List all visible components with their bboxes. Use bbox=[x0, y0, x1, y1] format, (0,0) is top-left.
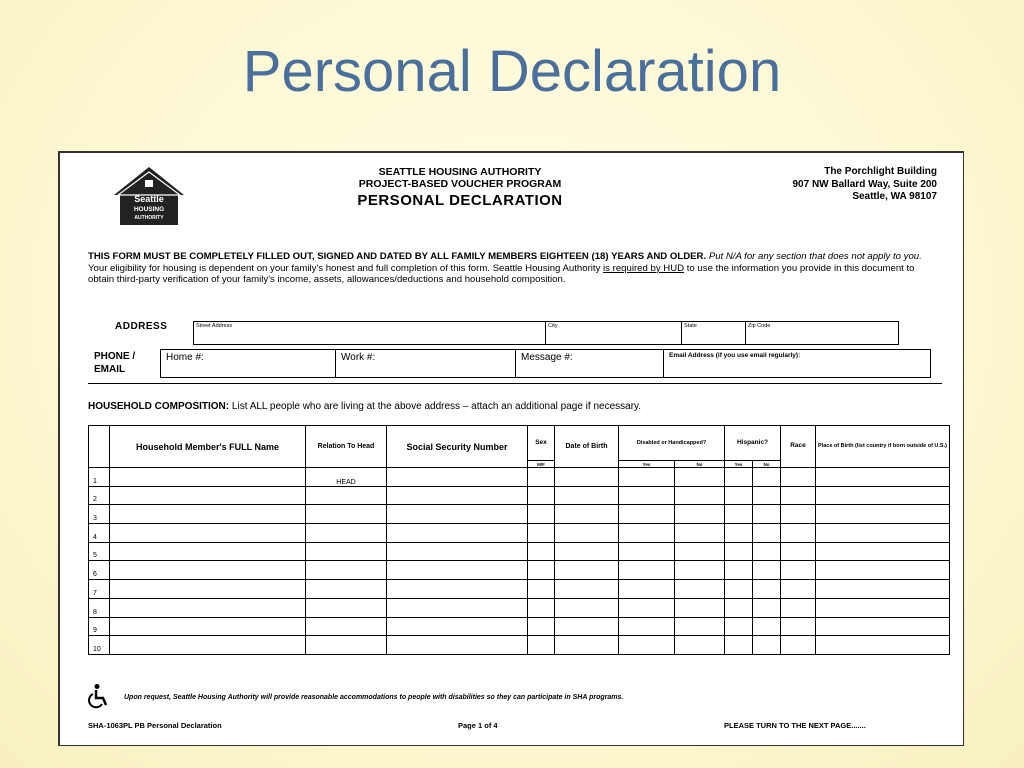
table-cell[interactable] bbox=[555, 505, 619, 524]
dob-column-header: Date of Birth bbox=[555, 426, 619, 468]
table-cell[interactable] bbox=[110, 561, 306, 580]
table-cell[interactable] bbox=[675, 617, 725, 636]
disabled-yes-subheader: Yes bbox=[619, 461, 675, 468]
hispanic-yes-subheader: Yes bbox=[725, 461, 753, 468]
table-cell[interactable] bbox=[675, 468, 725, 487]
table-cell[interactable] bbox=[816, 617, 950, 636]
table-cell[interactable] bbox=[816, 486, 950, 505]
table-cell[interactable] bbox=[110, 598, 306, 617]
table-cell[interactable] bbox=[387, 505, 528, 524]
table-row bbox=[89, 486, 950, 505]
table-cell[interactable] bbox=[675, 598, 725, 617]
name-column-header: Household Member's FULL Name bbox=[110, 426, 306, 468]
table-cell[interactable] bbox=[528, 468, 555, 487]
home-phone-field[interactable]: Home #: bbox=[161, 350, 336, 377]
table-cell[interactable] bbox=[816, 542, 950, 561]
table-cell[interactable] bbox=[725, 580, 753, 599]
table-cell[interactable] bbox=[725, 468, 753, 487]
table-cell[interactable] bbox=[781, 636, 816, 655]
table-row bbox=[89, 580, 950, 599]
table-cell[interactable] bbox=[528, 617, 555, 636]
table-cell[interactable] bbox=[675, 505, 725, 524]
table-cell[interactable] bbox=[725, 542, 753, 561]
table-cell[interactable] bbox=[753, 542, 781, 561]
table-cell[interactable] bbox=[555, 580, 619, 599]
table-cell[interactable] bbox=[753, 636, 781, 655]
table-cell[interactable] bbox=[781, 468, 816, 487]
table-cell[interactable] bbox=[781, 580, 816, 599]
phone-email-label: PHONE / EMAIL bbox=[94, 351, 136, 375]
row-number: 9 bbox=[89, 617, 110, 636]
table-cell[interactable] bbox=[725, 636, 753, 655]
table-cell[interactable] bbox=[781, 505, 816, 524]
table-cell[interactable] bbox=[110, 468, 306, 487]
table-cell[interactable] bbox=[528, 542, 555, 561]
table-cell[interactable] bbox=[110, 524, 306, 543]
address-field-group bbox=[193, 321, 899, 345]
table-cell[interactable] bbox=[816, 524, 950, 543]
table-cell[interactable] bbox=[675, 561, 725, 580]
row-number: 8 bbox=[89, 598, 110, 617]
table-cell[interactable] bbox=[528, 505, 555, 524]
table-row bbox=[89, 542, 950, 561]
accessibility-icon bbox=[86, 683, 112, 709]
table-cell[interactable] bbox=[753, 561, 781, 580]
relation-cell[interactable] bbox=[306, 486, 387, 505]
household-table bbox=[88, 425, 950, 655]
table-cell[interactable] bbox=[528, 598, 555, 617]
svg-text:HOUSING: HOUSING bbox=[133, 206, 165, 213]
relation-cell[interactable] bbox=[306, 580, 387, 599]
table-cell[interactable] bbox=[781, 617, 816, 636]
birthplace-column-header: Place of Birth (list country if born outside of U.S.) bbox=[816, 426, 950, 468]
table-cell[interactable] bbox=[725, 524, 753, 543]
table-cell[interactable] bbox=[725, 617, 753, 636]
row-number: 7 bbox=[89, 580, 110, 599]
table-cell[interactable] bbox=[675, 524, 725, 543]
table-cell[interactable] bbox=[110, 505, 306, 524]
table-cell[interactable] bbox=[675, 580, 725, 599]
street-address-field[interactable]: Street Address bbox=[194, 322, 546, 344]
table-cell[interactable] bbox=[528, 580, 555, 599]
row-number-header bbox=[89, 426, 110, 468]
table-cell[interactable] bbox=[753, 617, 781, 636]
table-cell[interactable] bbox=[781, 598, 816, 617]
table-cell[interactable] bbox=[110, 636, 306, 655]
table-cell[interactable] bbox=[555, 598, 619, 617]
message-phone-field[interactable]: Message #: bbox=[516, 350, 664, 377]
table-row bbox=[89, 636, 950, 655]
table-cell[interactable] bbox=[725, 505, 753, 524]
zip-code-field[interactable]: Zip Code bbox=[748, 323, 771, 329]
sex-column-header: Sex bbox=[528, 426, 555, 461]
table-cell[interactable] bbox=[816, 598, 950, 617]
table-cell[interactable] bbox=[753, 505, 781, 524]
table-cell[interactable] bbox=[619, 617, 675, 636]
row-number: 1 bbox=[89, 468, 110, 487]
table-cell[interactable] bbox=[387, 486, 528, 505]
table-cell[interactable] bbox=[675, 542, 725, 561]
ssn-column-header: Social Security Number bbox=[387, 426, 528, 468]
disabled-column-header: Disabled or Handicapped? bbox=[619, 426, 725, 461]
state-field[interactable]: State bbox=[682, 322, 746, 344]
table-cell[interactable] bbox=[816, 505, 950, 524]
table-cell[interactable] bbox=[725, 486, 753, 505]
form-instructions: THIS FORM MUST BE COMPLETELY FILLED OUT, SIGNED AND DATED BY ALL FAMILY MEMBERS EIGHTEEN (18) YEARS AND OLDER. Put N/A for any section that does not apply to you. Your eligibility for housing is dependent on your family's honest and full completion of this form. Seattle Housing Authority is required by HUD to use the information you provide in this document to obtain third-party verification of your family's income, assets, allowances/deductions and household composition. bbox=[88, 251, 922, 286]
relation-cell[interactable] bbox=[306, 561, 387, 580]
row-number: 6 bbox=[89, 561, 110, 580]
relation-cell[interactable] bbox=[306, 636, 387, 655]
page-number: Page 1 of 4 bbox=[458, 721, 498, 730]
table-row bbox=[89, 561, 950, 580]
row-number: 5 bbox=[89, 542, 110, 561]
table-cell[interactable] bbox=[528, 636, 555, 655]
work-phone-field[interactable]: Work #: bbox=[336, 350, 516, 377]
table-row bbox=[89, 598, 950, 617]
table-cell[interactable] bbox=[781, 561, 816, 580]
table-cell[interactable] bbox=[753, 524, 781, 543]
relation-cell[interactable] bbox=[306, 617, 387, 636]
table-cell[interactable] bbox=[816, 468, 950, 487]
table-cell[interactable] bbox=[528, 524, 555, 543]
address-label: ADDRESS bbox=[115, 321, 168, 332]
table-cell[interactable] bbox=[619, 598, 675, 617]
table-cell[interactable] bbox=[555, 617, 619, 636]
table-cell[interactable] bbox=[528, 561, 555, 580]
row-number: 4 bbox=[89, 524, 110, 543]
table-cell[interactable] bbox=[781, 486, 816, 505]
table-cell[interactable] bbox=[555, 561, 619, 580]
relation-cell[interactable] bbox=[306, 598, 387, 617]
email-field[interactable]: Email Address (if you use email regularly): bbox=[669, 352, 801, 359]
form-header bbox=[300, 166, 620, 209]
divider bbox=[88, 383, 942, 384]
table-cell[interactable] bbox=[619, 580, 675, 599]
table-cell[interactable] bbox=[619, 636, 675, 655]
table-cell[interactable] bbox=[387, 617, 528, 636]
table-cell[interactable] bbox=[555, 486, 619, 505]
table-cell[interactable] bbox=[387, 561, 528, 580]
disabled-no-subheader: No bbox=[675, 461, 725, 468]
svg-text:AUTHORITY: AUTHORITY bbox=[134, 215, 164, 221]
agency-name: SEATTLE HOUSING AUTHORITY bbox=[378, 166, 542, 178]
city-field[interactable]: City bbox=[546, 322, 682, 344]
phone-field-group bbox=[160, 349, 931, 378]
table-cell[interactable] bbox=[528, 486, 555, 505]
table-cell[interactable] bbox=[387, 468, 528, 487]
table-cell[interactable] bbox=[619, 524, 675, 543]
table-cell[interactable] bbox=[725, 598, 753, 617]
table-cell[interactable] bbox=[753, 598, 781, 617]
table-cell[interactable] bbox=[619, 468, 675, 487]
form-id: SHA-1063PL PB Personal Declaration bbox=[88, 721, 222, 730]
seattle-housing-logo bbox=[110, 165, 188, 227]
table-cell[interactable] bbox=[725, 561, 753, 580]
household-heading: HOUSEHOLD COMPOSITION: List ALL people who are living at the above address – attach an additional page if necessary. bbox=[88, 401, 642, 412]
table-cell[interactable] bbox=[110, 580, 306, 599]
relation-column-header: Relation To Head bbox=[306, 426, 387, 468]
table-cell[interactable] bbox=[753, 486, 781, 505]
relation-cell[interactable] bbox=[306, 542, 387, 561]
table-cell[interactable] bbox=[555, 636, 619, 655]
table-row bbox=[89, 505, 950, 524]
table-cell[interactable] bbox=[110, 486, 306, 505]
form-document bbox=[58, 151, 964, 746]
table-cell[interactable] bbox=[675, 486, 725, 505]
table-cell[interactable] bbox=[619, 486, 675, 505]
row-number: 10 bbox=[89, 636, 110, 655]
table-cell[interactable] bbox=[781, 542, 816, 561]
hispanic-no-subheader: No bbox=[753, 461, 781, 468]
table-cell[interactable] bbox=[816, 636, 950, 655]
form-title: PERSONAL DECLARATION bbox=[357, 192, 563, 209]
program-name: PROJECT-BASED VOUCHER PROGRAM bbox=[358, 178, 562, 190]
table-cell[interactable] bbox=[387, 542, 528, 561]
table-cell[interactable] bbox=[555, 468, 619, 487]
table-cell[interactable] bbox=[781, 524, 816, 543]
table-cell[interactable] bbox=[387, 580, 528, 599]
row-number: 2 bbox=[89, 486, 110, 505]
hispanic-column-header: Hispanic? bbox=[725, 426, 781, 461]
table-cell[interactable] bbox=[753, 468, 781, 487]
agency-address: The Porchlight Building 907 NW Ballard Way, Suite 200 Seattle, WA 98107 bbox=[792, 166, 937, 202]
table-cell[interactable] bbox=[753, 580, 781, 599]
table-cell[interactable] bbox=[816, 561, 950, 580]
table-cell[interactable] bbox=[110, 617, 306, 636]
table-cell[interactable] bbox=[816, 580, 950, 599]
table-cell[interactable] bbox=[675, 636, 725, 655]
slide-title: Personal Declaration bbox=[242, 39, 782, 104]
table-row bbox=[89, 468, 950, 487]
table-cell[interactable] bbox=[619, 505, 675, 524]
table-cell[interactable] bbox=[555, 542, 619, 561]
table-row bbox=[89, 524, 950, 543]
sex-mf-subheader: M/F bbox=[528, 461, 555, 468]
relation-cell[interactable] bbox=[306, 524, 387, 543]
accommodation-notice: Upon request, Seattle Housing Authority will provide reasonable accommodations to people with disabilities so they can participate in SHA programs. bbox=[124, 694, 624, 701]
svg-text:Seattle: Seattle bbox=[134, 194, 164, 204]
table-cell[interactable] bbox=[387, 524, 528, 543]
race-column-header: Race bbox=[781, 426, 816, 468]
table-cell[interactable] bbox=[387, 636, 528, 655]
turn-page-note: PLEASE TURN TO THE NEXT PAGE....... bbox=[724, 721, 866, 730]
table-cell[interactable] bbox=[110, 542, 306, 561]
relation-cell[interactable]: HEAD bbox=[306, 468, 387, 487]
table-cell[interactable] bbox=[387, 598, 528, 617]
table-cell[interactable] bbox=[619, 542, 675, 561]
row-number: 3 bbox=[89, 505, 110, 524]
table-row bbox=[89, 617, 950, 636]
table-cell[interactable] bbox=[555, 524, 619, 543]
table-cell[interactable] bbox=[619, 561, 675, 580]
relation-cell[interactable] bbox=[306, 505, 387, 524]
